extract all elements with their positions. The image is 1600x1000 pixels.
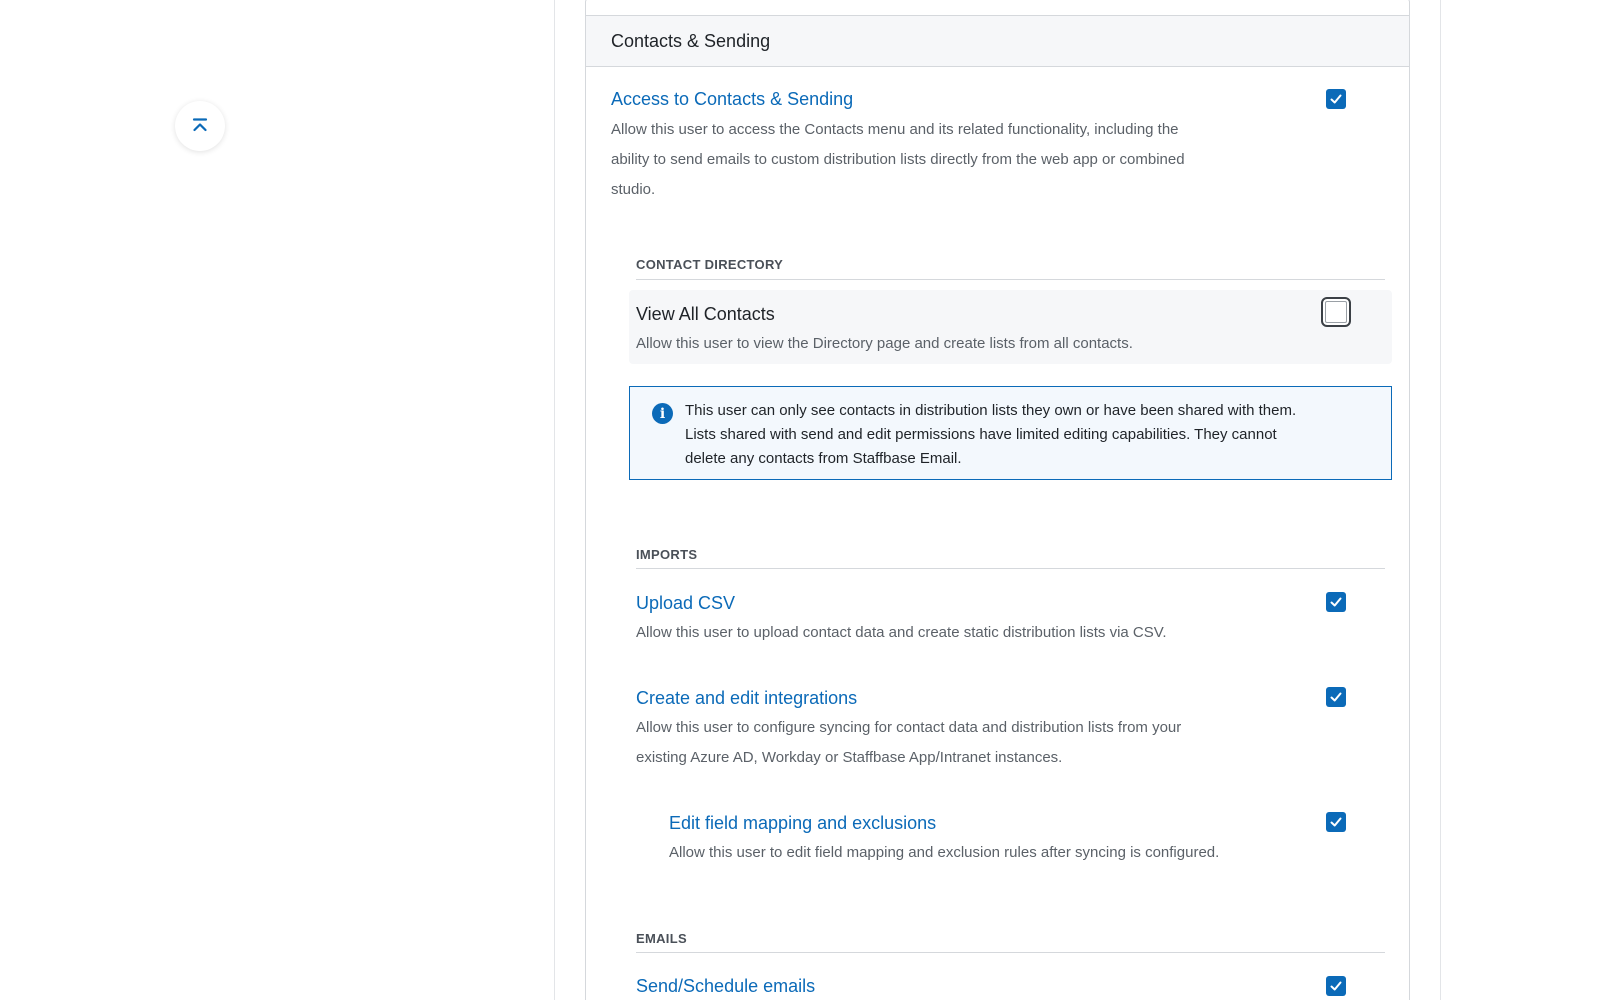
integrations-description: Allow this user to configure syncing for contact data and distribution lists from your existing Azure AD, Workday or Staffbase App/Intranet instances.: [636, 719, 1182, 766]
imports-label: IMPORTS: [636, 547, 698, 562]
emails-divider: [636, 952, 1385, 953]
upload-csv-title: Upload CSV: [636, 593, 736, 613]
access-contacts-description: Allow this user to access the Contacts menu and its related functionality, including the ability to send emails to custom distribution lists directly from the web app or combined studio.: [611, 121, 1185, 198]
imports-divider: [636, 568, 1385, 569]
contact-directory-label: CONTACT DIRECTORY: [636, 257, 784, 272]
upload-csv-description: Allow this user to upload contact data and create static distribution lists via CSV.: [636, 624, 1167, 641]
upload-csv-checkbox[interactable]: [1326, 592, 1346, 612]
info-notice-text: This user can only see contacts in distribution lists they own or have been shared with them. Lists shared with send and edit permissions have limited editing capabilities. They cannot delete any contacts from Staffbase Email.: [685, 402, 1297, 467]
field-mapping-description: Allow this user to edit field mapping and exclusion rules after syncing is configured.: [669, 844, 1220, 861]
view-all-contacts-title: View All Contacts: [636, 304, 775, 324]
scroll-to-top-button[interactable]: [175, 101, 225, 151]
info-circle-icon: i: [652, 403, 673, 424]
checkmark-icon: [1329, 92, 1343, 106]
view-all-contacts-checkbox[interactable]: [1321, 297, 1351, 327]
send-schedule-title: Send/Schedule emails: [636, 976, 816, 996]
field-mapping-title: Edit field mapping and exclusions: [669, 813, 937, 833]
arrow-up-to-line-icon: [190, 116, 210, 136]
checkmark-icon: [1329, 690, 1343, 704]
integrations-title: Create and edit integrations: [636, 688, 858, 708]
info-notice: [629, 386, 1392, 480]
field-mapping-checkbox[interactable]: [1326, 812, 1346, 832]
checkmark-icon: [1329, 815, 1343, 829]
section-header: [586, 15, 1409, 67]
access-contacts-title: Access to Contacts & Sending: [611, 89, 854, 109]
checkmark-icon: [1329, 595, 1343, 609]
checkmark-icon: [1329, 979, 1343, 993]
view-all-contacts-description: Allow this user to view the Directory page and create lists from all contacts.: [636, 335, 1133, 352]
contact-directory-divider: [636, 279, 1385, 280]
send-schedule-checkbox[interactable]: [1326, 976, 1346, 996]
section-title: Contacts & Sending: [611, 30, 771, 51]
emails-label: EMAILS: [636, 931, 687, 946]
integrations-checkbox[interactable]: [1326, 687, 1346, 707]
access-contacts-checkbox[interactable]: [1326, 89, 1346, 109]
